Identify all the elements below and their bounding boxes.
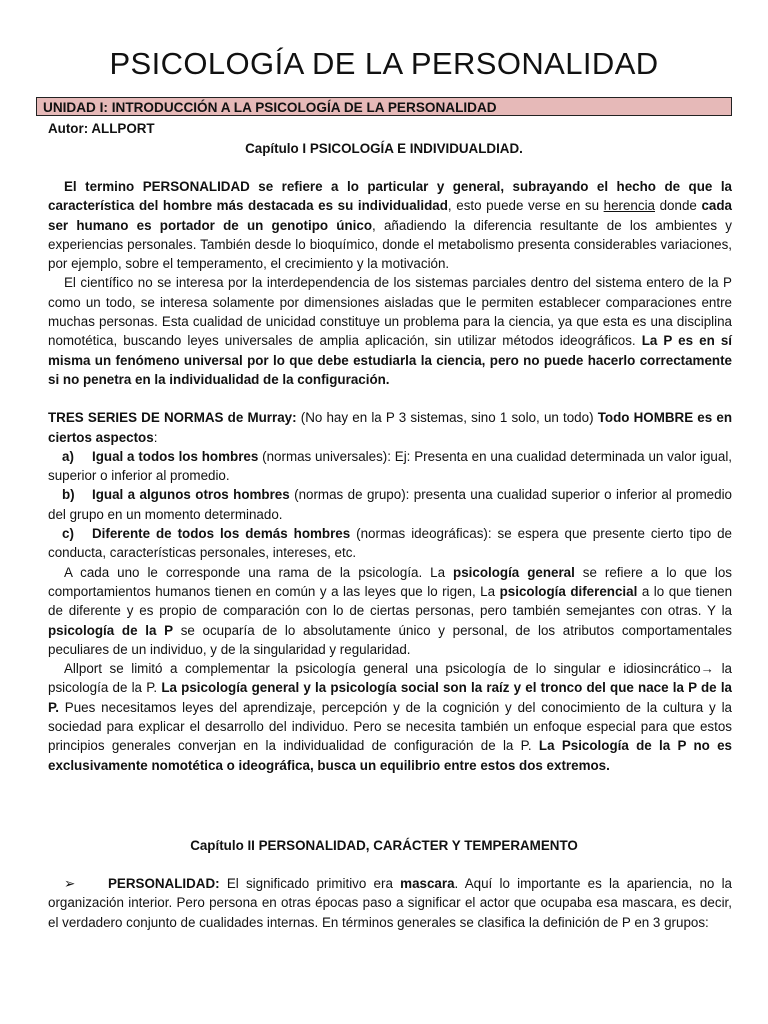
chapter2-title: Capítulo II PERSONALIDAD, CARÁCTER Y TEMPERAMENTO [190,838,578,853]
text-run: (No hay en la P 3 sistemas, sino 1 solo, un todo) [296,410,598,426]
body-text [48,177,732,775]
text-run: a lo que tienen de diferente y es propio de comparación con lo de ciertas personas, pero también semejantes con otras. Y la [48,583,733,619]
text-run: A cada uno le corresponde una rama de la psicología. La [64,564,454,580]
paragraph-personalidad-def [48,874,732,932]
text-run: la psicología de la P. [48,661,732,696]
text-run: : [153,429,158,445]
bold-text: Todo HOMBRE es en ciertos aspectos [48,410,732,445]
author-line: Autor: ALLPORT [48,121,155,136]
text-run: , añadiendo la diferencia resultante de los ambientes y experiencias personales. También desde lo bioquímico, donde el metabolismo presenta considerables variaciones, por ejemplo, sobre el temperamento, el crecimiento y la motivación. [48,217,732,272]
arrow-icon: → [700,661,714,677]
bold-text: La P es en sí misma un fenómeno universal por lo que debe estudiarla la ciencia, pero no puede hacerlo correctamente si no penetra en la individualidad de la configuración. [48,333,733,387]
list-label: a) [62,448,74,464]
chapter1-title: Capítulo I PSICOLOGÍA E INDIVIDUALDIAD. [245,141,523,156]
bold-text: La psicología general y la psicología social son la raíz y el tronco del que nace la P de la P. [48,680,732,715]
list-text: (normas universales): Ej: Presenta en una cualidad determinada un valor igual, superior o inferior al promedio. [48,448,733,484]
underlined-term: herencia [603,198,655,214]
bold-text: TRES SERIES DE NORMAS de Murray: [48,410,297,426]
paragraph-allport [48,659,732,775]
bold-text: psicología de la P [48,622,174,638]
list-text: (normas ideográficas): se espera que presente cierto tipo de conducta, características personales, intereses, etc. [48,526,732,561]
bold-text: La Psicología de la P no es exclusivamente nomotética o ideográfica, busca un equilibrio entre estos dos extremos. [48,738,732,773]
list-bold: Igual a todos los hombres [92,448,259,464]
bold-text: psicología diferencial [499,583,638,599]
bold-text: cada ser humano es portador de un genotipo único [48,198,732,233]
list-label: b) [62,487,75,503]
text-run: Allport se limitó a complementar la psicología general una psicología de lo singular e idiosincrático [64,661,701,677]
list-label: c) [62,526,74,542]
text-run: . Aquí lo importante es la apariencia, no la organización interior. Pero persona en otras épocas paso a significar el actor que ocupaba esa mascara, es decir, el verdadero conjunto de cualidades internas. En términos generales se clasifica la definición de P en 3 grupos: [48,876,732,930]
list-item-c [48,524,732,563]
bold-text: PERSONALIDAD: [108,876,220,891]
paragraph-tres-series [48,408,732,447]
paragraph-ramas [48,563,732,659]
list-item-b [48,485,732,524]
paragraph-personalidad [48,177,732,273]
text-run: Pues necesitamos leyes del aprendizaje, percepción y de la cognición y del conocimiento de la cultura y la sociedad para explicar el desarrollo del individuo. Pero se necesita también un enfoque especial para que estos principios generales converjan en la individualidad de configuración de la P. [48,699,732,754]
text-run: El significado primitivo era [219,876,401,891]
paragraph-cientifico [48,273,732,389]
text-run: se ocuparía de lo absolutamente único y personal, de los atributos comportamentales peculiares de un individuo, y de la singularidad y regularidad. [48,622,733,657]
bold-text: mascara [400,876,455,891]
bold-text: El termino PERSONALIDAD se refiere a lo particular y general, subrayando el hecho de que la característica del hombre más destacada es su individualidad [48,179,732,214]
list-text: (normas de grupo): presenta una cualidad superior o inferior al promedio del grupo en un momento determinado. [48,487,732,522]
list-bold: Igual a algunos otros hombres [92,487,290,503]
bold-text: psicología general [453,564,575,580]
text-run: , esto puede verse en su [447,198,604,214]
text-run: El científico no se interesa por la interdependencia de los sistemas parciales dentro del sistema entero de la P como un todo, se interesa solamente por dimensiones aisladas que le permiten establecer comparaciones entre muchas personas. Esta cualidad de unicidad constituye un problema para la ciencia, ya que esta es una disciplina nomotética, buscando leyes universales de amplia aplicación, sin utilizar métodos ideográficos. [48,275,732,349]
body-text-2 [48,874,732,932]
arrow-bullet-icon: ➢ [64,876,76,891]
text-run: se refiere a lo que los comportamientos humanos tienen en común y a las leyes que lo rigen, La [48,564,733,599]
list-item-a [48,447,732,486]
text-run: donde [655,198,702,214]
page-title: PSICOLOGÍA DE LA PERSONALIDAD [109,46,659,81]
unit-heading: UNIDAD I: INTRODUCCIÓN A LA PSICOLOGÍA DE LA PERSONALIDAD [36,97,732,116]
list-bold: Diferente de todos los demás hombres [92,526,351,542]
